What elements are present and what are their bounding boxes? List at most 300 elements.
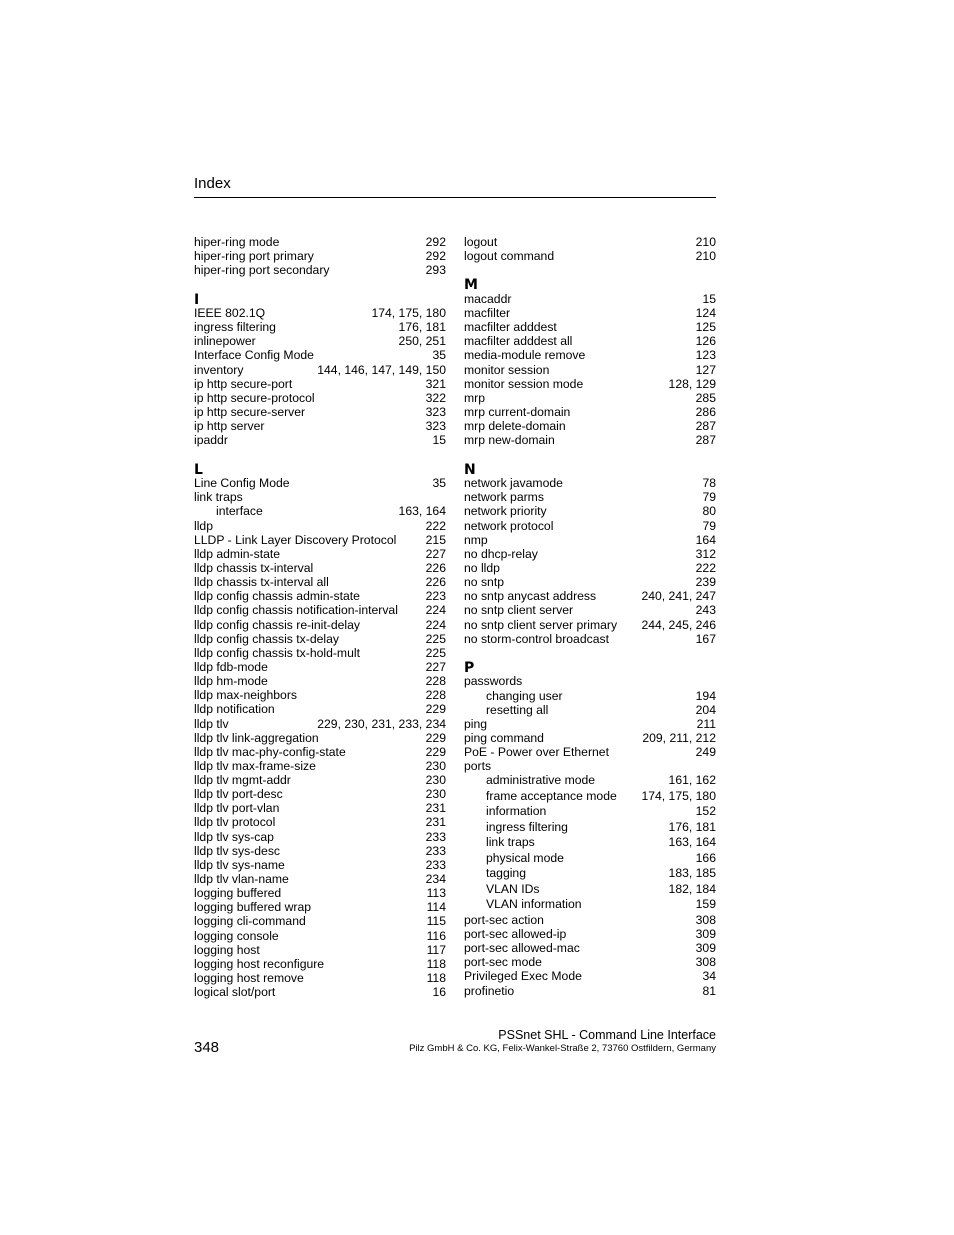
index-page-refs: 79	[702, 518, 716, 533]
index-page-refs: 233	[425, 857, 446, 872]
index-entry	[464, 927, 716, 941]
index-entry	[194, 971, 446, 985]
index-page-refs: 222	[425, 518, 446, 533]
index-term: lldp tlv sys-name	[194, 857, 285, 872]
index-term: nmp	[464, 532, 488, 547]
index-entry	[464, 306, 716, 320]
index-term: lldp config chassis re-init-delay	[194, 617, 360, 632]
index-entry	[464, 363, 716, 377]
index-subentry	[464, 773, 716, 789]
index-term: lldp tlv	[194, 716, 229, 731]
index-entry	[194, 844, 446, 858]
index-term: PoE - Power over Ethernet	[464, 745, 609, 760]
index-page-refs: 210	[695, 249, 716, 264]
index-subentry	[464, 689, 716, 703]
index-page-refs: 224	[425, 617, 446, 632]
index-term: port-sec allowed-mac	[464, 941, 580, 956]
index-page-refs: 81	[702, 983, 716, 998]
index-term: lldp notification	[194, 702, 275, 717]
index-page-refs: 285	[695, 390, 716, 405]
index-page-refs: 126	[695, 334, 716, 349]
index-page-refs: 79	[702, 490, 716, 505]
index-entry	[464, 504, 716, 518]
index-page-refs: 229, 230, 231, 233, 234	[317, 716, 446, 731]
index-page-refs: 229	[425, 702, 446, 717]
index-entry	[464, 745, 716, 759]
index-page-refs: 323	[425, 419, 446, 434]
index-entry	[194, 391, 446, 405]
index-term: passwords	[464, 674, 523, 689]
index-page-refs: 239	[695, 575, 716, 590]
index-entry	[464, 561, 716, 575]
index-entry	[194, 476, 446, 490]
index-entry	[464, 674, 716, 688]
index-entry	[194, 773, 446, 787]
index-term: ipaddr	[194, 433, 228, 448]
index-entry	[194, 377, 446, 391]
index-page-refs: 35	[432, 348, 446, 363]
index-term: hiper-ring mode	[194, 235, 280, 249]
index-term: lldp config chassis notification-interval	[194, 603, 398, 618]
index-subentry	[464, 882, 716, 898]
index-term: IEEE 802.1Q	[194, 306, 266, 321]
index-term: lldp config chassis tx-delay	[194, 631, 339, 646]
index-term: resetting all	[486, 702, 549, 717]
index-page-refs: 176, 181	[668, 819, 716, 834]
index-page-refs: 204	[695, 702, 716, 717]
index-page-refs: 292	[425, 235, 446, 249]
index-page-refs: 80	[702, 504, 716, 519]
index-term: administrative mode	[486, 773, 596, 788]
index-page-refs: 144, 146, 147, 149, 150	[317, 362, 446, 377]
index-entry	[464, 249, 716, 263]
index-letter-heading: I	[194, 291, 200, 308]
index-page-refs: 322	[425, 390, 446, 405]
index-page-refs: 16	[432, 985, 446, 1000]
index-entry	[464, 618, 716, 632]
index-entry	[464, 519, 716, 533]
index-page-refs: 233	[425, 829, 446, 844]
index-page-refs: 210	[695, 235, 716, 249]
section-spacer	[464, 447, 716, 461]
index-entry	[464, 941, 716, 955]
index-term: no sntp client server	[464, 603, 574, 618]
index-page-refs: 167	[695, 631, 716, 646]
index-entry	[464, 320, 716, 334]
index-term: mrp delete-domain	[464, 419, 566, 434]
index-term: tagging	[486, 866, 526, 881]
index-term: logging host	[194, 942, 260, 957]
index-entry	[464, 955, 716, 969]
index-entry	[194, 561, 446, 575]
index-column-left	[194, 235, 446, 999]
index-term: lldp tlv port-desc	[194, 787, 283, 802]
index-entry	[464, 377, 716, 391]
index-entry	[194, 618, 446, 632]
index-page-refs: 226	[425, 560, 446, 575]
index-entry	[194, 405, 446, 419]
index-term: lldp config chassis admin-state	[194, 589, 360, 604]
index-page-refs: 159	[695, 897, 716, 912]
index-page-refs: 118	[426, 971, 446, 986]
index-term: lldp admin-state	[194, 546, 281, 561]
index-page-refs: 229	[425, 730, 446, 745]
index-page-refs: 228	[425, 688, 446, 703]
index-entry	[194, 674, 446, 688]
index-term: lldp max-neighbors	[194, 688, 297, 703]
index-entry	[194, 957, 446, 971]
index-term: lldp hm-mode	[194, 674, 268, 689]
index-entry	[464, 405, 716, 419]
index-page-refs: 174, 175, 180	[641, 788, 716, 803]
index-entry	[194, 872, 446, 886]
index-page-refs: 240, 241, 247	[641, 589, 716, 604]
index-page-refs: 223	[425, 589, 446, 604]
index-page-refs: 230	[425, 758, 446, 773]
index-page-refs: 15	[702, 291, 716, 306]
index-term: mrp new-domain	[464, 433, 555, 448]
index-entry	[194, 929, 446, 943]
index-term: macfilter adddest	[464, 320, 557, 335]
index-term: macaddr	[464, 291, 512, 306]
index-term: network priority	[464, 504, 547, 519]
index-page-refs: 194	[695, 688, 716, 703]
index-entry	[194, 731, 446, 745]
index-entry	[194, 249, 446, 263]
index-entry	[194, 660, 446, 674]
index-page-refs: 161, 162	[668, 773, 716, 788]
index-page-refs: 230	[425, 773, 446, 788]
index-term: lldp tlv sys-cap	[194, 829, 274, 844]
index-subentry	[194, 504, 446, 518]
index-entry	[194, 603, 446, 617]
index-term: media-module remove	[464, 348, 586, 363]
index-entry	[464, 490, 716, 504]
index-term: ingress filtering	[486, 819, 568, 834]
index-term: changing user	[486, 688, 563, 703]
index-term: ip http server	[194, 419, 265, 434]
index-term: inventory	[194, 362, 244, 377]
index-term: macfilter	[464, 306, 511, 321]
index-term: lldp config chassis tx-hold-mult	[194, 645, 360, 660]
index-term: hiper-ring port primary	[194, 249, 314, 264]
index-term: network javamode	[464, 476, 563, 491]
index-page-refs: 227	[425, 659, 446, 674]
index-entry	[464, 334, 716, 348]
index-page-refs: 228	[425, 674, 446, 689]
index-term: lldp tlv link-aggregation	[194, 730, 319, 745]
index-entry	[464, 235, 716, 249]
index-page-refs: 118	[426, 956, 446, 971]
index-term: port-sec action	[464, 912, 544, 927]
index-page-refs: 323	[425, 405, 446, 420]
index-term: VLAN information	[486, 897, 582, 912]
index-page-refs: 183, 185	[668, 866, 716, 881]
index-term: profinetio	[464, 983, 515, 998]
index-page-refs: 209, 211, 212	[642, 731, 716, 745]
index-subentry	[464, 866, 716, 882]
index-term: lldp tlv mgmt-addr	[194, 773, 291, 788]
index-letter-heading: M	[464, 277, 478, 294]
index-term: ip http secure-port	[194, 376, 293, 391]
index-term: lldp tlv max-frame-size	[194, 758, 316, 773]
index-term: no storm-control broadcast	[464, 631, 609, 646]
index-page-refs: 234	[425, 872, 446, 887]
index-term: inlinepower	[194, 334, 256, 349]
index-entry	[464, 348, 716, 362]
document-title: PSSnet SHL - Command Line Interface	[498, 1028, 716, 1042]
index-entry	[194, 363, 446, 377]
index-term: link traps	[194, 490, 243, 505]
index-entry	[194, 801, 446, 815]
index-entry	[194, 306, 446, 320]
index-entry	[194, 235, 446, 249]
index-term: no sntp client server primary	[464, 617, 618, 632]
index-term: Interface Config Mode	[194, 348, 314, 363]
index-entry	[194, 914, 446, 928]
index-page-refs: 308	[695, 955, 716, 970]
index-entry	[464, 391, 716, 405]
index-page-refs: 34	[702, 969, 716, 984]
index-letter-heading: N	[464, 461, 476, 478]
index-page-refs: 222	[695, 560, 716, 575]
index-page-refs: 224	[425, 603, 446, 618]
index-term: lldp chassis tx-interval	[194, 560, 314, 575]
index-term: port-sec allowed-ip	[464, 927, 567, 942]
index-entry	[194, 787, 446, 801]
index-page-refs: 163, 164	[398, 504, 446, 519]
index-entry	[464, 969, 716, 983]
index-page-refs: 243	[695, 603, 716, 618]
index-page-refs: 233	[425, 843, 446, 858]
index-term: monitor session mode	[464, 376, 584, 391]
index-entry	[464, 292, 716, 306]
index-entry	[194, 419, 446, 433]
index-page-refs: 124	[695, 306, 716, 321]
index-term: VLAN IDs	[486, 881, 540, 896]
index-page-refs: 231	[425, 815, 446, 830]
index-term: logging cli-command	[194, 914, 306, 929]
index-page-refs: 35	[432, 476, 446, 491]
index-entry	[464, 632, 716, 646]
index-entry	[464, 433, 716, 447]
index-term: physical mode	[486, 850, 564, 865]
index-page-refs: 225	[425, 631, 446, 646]
index-term: logging buffered wrap	[194, 900, 311, 915]
index-term: link traps	[486, 835, 535, 850]
index-page-refs: 226	[425, 575, 446, 590]
index-term: frame acceptance mode	[486, 788, 617, 803]
index-term: no dhcp-relay	[464, 546, 538, 561]
index-entry	[194, 688, 446, 702]
index-term: mrp current-domain	[464, 405, 571, 420]
index-entry	[194, 886, 446, 900]
section-spacer	[194, 277, 446, 291]
index-term: no lldp	[464, 560, 500, 575]
index-term: ports	[464, 759, 492, 774]
index-page-refs: 174, 175, 180	[371, 306, 446, 321]
index-term: mrp	[464, 390, 485, 405]
index-letter-heading: L	[194, 461, 203, 478]
index-term: ping command	[464, 731, 544, 745]
index-subentry	[464, 804, 716, 820]
index-term: monitor session	[464, 362, 550, 377]
index-entry	[194, 334, 446, 348]
index-term: logout	[464, 235, 498, 249]
section-spacer	[464, 263, 716, 277]
index-entry	[194, 815, 446, 829]
index-entry	[464, 589, 716, 603]
index-entry	[194, 830, 446, 844]
index-page-refs: 287	[695, 433, 716, 448]
index-entry	[464, 419, 716, 433]
index-page-refs: 215	[425, 532, 446, 547]
index-term: Line Config Mode	[194, 476, 290, 491]
index-term: lldp chassis tx-interval all	[194, 575, 329, 590]
index-page-refs: 312	[695, 546, 716, 561]
index-entry	[194, 985, 446, 999]
index-entry	[194, 433, 446, 447]
index-subentry	[464, 897, 716, 913]
index-page-refs: 249	[695, 745, 716, 760]
index-term: network protocol	[464, 518, 554, 533]
index-term: lldp tlv protocol	[194, 815, 276, 830]
section-spacer	[464, 646, 716, 660]
index-term: no sntp anycast address	[464, 589, 597, 604]
index-entry	[194, 320, 446, 334]
index-subentry	[464, 703, 716, 717]
index-entry	[194, 519, 446, 533]
index-entry	[194, 263, 446, 277]
index-term: LLDP - Link Layer Discovery Protocol	[194, 532, 397, 547]
index-entry	[194, 646, 446, 660]
index-page-refs: 286	[695, 405, 716, 420]
index-page-refs: 78	[702, 476, 716, 491]
index-entry	[464, 913, 716, 927]
index-term: hiper-ring port secondary	[194, 263, 330, 278]
index-page-refs: 117	[426, 942, 446, 957]
index-entry	[194, 759, 446, 773]
index-entry	[194, 575, 446, 589]
index-entry	[464, 731, 716, 745]
index-term: logging console	[194, 928, 279, 943]
index-term: lldp tlv port-vlan	[194, 801, 280, 816]
index-term: logging host reconfigure	[194, 956, 325, 971]
index-page-refs: 231	[425, 801, 446, 816]
index-entry	[194, 717, 446, 731]
index-page-refs: 308	[695, 912, 716, 927]
index-subentry	[464, 789, 716, 805]
index-entry	[194, 702, 446, 716]
index-page-refs: 128, 129	[668, 376, 716, 391]
index-term: lldp tlv mac-phy-config-state	[194, 744, 346, 759]
page-number: 348	[194, 1039, 220, 1056]
index-term: ip http secure-protocol	[194, 390, 315, 405]
index-page-refs: 229	[425, 744, 446, 759]
index-entry	[464, 547, 716, 561]
index-page-refs: 287	[695, 419, 716, 434]
section-spacer	[194, 447, 446, 461]
index-page-refs: 114	[426, 900, 446, 915]
index-page-refs: 230	[425, 787, 446, 802]
index-page-refs: 15	[432, 433, 446, 448]
index-term: lldp tlv vlan-name	[194, 872, 289, 887]
index-entry	[194, 490, 446, 504]
index-term: ingress filtering	[194, 320, 276, 335]
index-page-refs: 152	[695, 804, 716, 819]
index-page-refs: 250, 251	[398, 334, 446, 349]
index-entry	[464, 759, 716, 773]
index-term: Privileged Exec Mode	[464, 969, 582, 984]
index-page-refs: 227	[425, 546, 446, 561]
index-term: logout command	[464, 249, 555, 264]
index-page-refs: 113	[426, 886, 446, 901]
index-term: lldp	[194, 518, 213, 533]
index-subentry	[464, 820, 716, 836]
index-term: information	[486, 804, 547, 819]
index-page-refs: 116	[426, 928, 446, 943]
index-page-refs: 211	[696, 716, 716, 731]
index-entry	[194, 900, 446, 914]
index-entry	[194, 943, 446, 957]
index-term: macfilter adddest all	[464, 334, 573, 349]
index-page-refs: 127	[695, 362, 716, 377]
index-term: logging host remove	[194, 971, 304, 986]
index-entry	[194, 589, 446, 603]
index-term: interface	[216, 504, 263, 519]
index-page-refs: 163, 164	[668, 835, 716, 850]
index-term: network parms	[464, 490, 544, 505]
index-page-refs: 309	[695, 927, 716, 942]
index-term: ip http secure-server	[194, 405, 306, 420]
index-entry	[464, 476, 716, 490]
index-page-refs: 166	[695, 850, 716, 865]
index-page-refs: 225	[425, 645, 446, 660]
index-page-refs: 125	[695, 320, 716, 335]
index-page-refs: 164	[695, 532, 716, 547]
index-page-refs: 123	[695, 348, 716, 363]
index-entry	[464, 533, 716, 547]
index-term: ping	[464, 716, 488, 731]
header-divider	[194, 197, 716, 198]
index-term: lldp fdb-mode	[194, 659, 268, 674]
index-letter-heading: P	[464, 659, 475, 676]
index-entry	[194, 745, 446, 759]
index-entry	[464, 603, 716, 617]
index-page-refs: 176, 181	[398, 320, 446, 335]
index-entry	[194, 533, 446, 547]
index-page-refs: 115	[426, 914, 446, 929]
index-term: no sntp	[464, 575, 504, 590]
index-term: lldp tlv sys-desc	[194, 843, 281, 858]
index-term: port-sec mode	[464, 955, 542, 970]
publisher-address: Pilz GmbH & Co. KG, Felix-Wankel-Straße 2, 73760 Ostfildern, Germany	[409, 1043, 716, 1054]
index-entry	[194, 858, 446, 872]
index-entry	[194, 632, 446, 646]
index-entry	[464, 984, 716, 998]
index-entry	[464, 717, 716, 731]
index-subentry	[464, 835, 716, 851]
index-page-refs: 321	[425, 376, 446, 391]
index-subentry	[464, 851, 716, 867]
index-term: logical slot/port	[194, 985, 276, 1000]
index-entry	[464, 575, 716, 589]
index-entry	[194, 547, 446, 561]
index-term: logging buffered	[194, 886, 282, 901]
index-page-refs: 292	[425, 249, 446, 264]
index-entry	[194, 348, 446, 362]
page-header-title: Index	[194, 175, 231, 192]
